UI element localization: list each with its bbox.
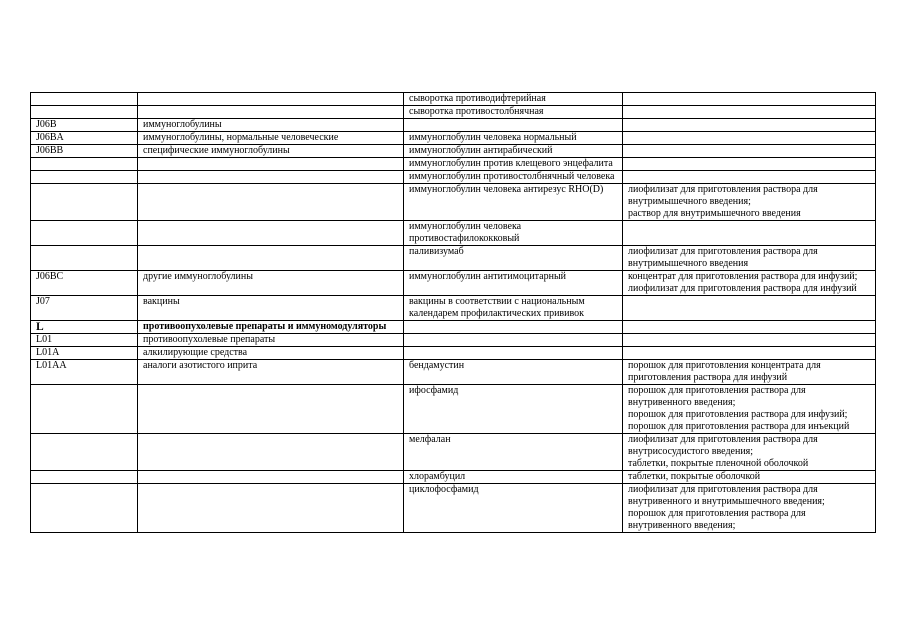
dosage-form-line: порошок для приготовления раствора для внутривенного введения; <box>628 508 806 531</box>
dosage-form-cell <box>623 246 876 271</box>
anatomical-group-cell <box>138 171 404 184</box>
drug-name-cell: паливизумаб <box>404 246 623 271</box>
atc-code-cell: J07 <box>31 296 138 321</box>
anatomical-group-cell <box>138 434 404 471</box>
table-body <box>31 93 876 533</box>
drug-name-cell <box>404 119 623 132</box>
dosage-form-line: порошок для приготовления раствора для инъекций <box>628 421 850 432</box>
drug-name-cell: иммуноглобулин антитимоцитарный <box>404 271 623 296</box>
atc-code-cell <box>31 471 138 484</box>
dosage-form-line: раствор для внутримышечного введения <box>628 208 801 219</box>
dosage-form-line: лиофилизат для приготовления раствора для внутривенного и внутримышечного введения; <box>628 484 825 507</box>
drug-name-cell: иммуноглобулин антирабический <box>404 145 623 158</box>
dosage-form-line: лиофилизат для приготовления раствора для инфузий <box>628 283 857 294</box>
atc-code-cell <box>31 158 138 171</box>
table-row <box>31 132 876 145</box>
table-row <box>31 271 876 296</box>
dosage-form-line: лиофилизат для приготовления раствора для внутрисосудистого введения; <box>628 434 818 457</box>
dosage-form-line: порошок для приготовления концентрата для приготовления раствора для инфузий <box>628 360 821 383</box>
anatomical-group-cell: противоопухолевые препараты <box>138 334 404 347</box>
dosage-form-cell <box>623 385 876 434</box>
drug-name-cell: циклофосфамид <box>404 484 623 533</box>
drug-name-cell: сыворотка противостолбнячная <box>404 106 623 119</box>
dosage-form-line: концентрат для приготовления раствора для инфузий; <box>628 271 858 282</box>
table-row <box>31 119 876 132</box>
drug-name-cell: иммуноглобулин противостолбнячный человека <box>404 171 623 184</box>
dosage-form-cell <box>623 434 876 471</box>
atc-code-cell <box>31 385 138 434</box>
atc-code-cell: L <box>31 321 138 334</box>
dosage-form-cell <box>623 145 876 158</box>
atc-code-cell: L01 <box>31 334 138 347</box>
atc-code-cell <box>31 246 138 271</box>
drug-name-cell: иммуноглобулин человека нормальный <box>404 132 623 145</box>
dosage-form-cell <box>623 471 876 484</box>
dosage-form-cell <box>623 360 876 385</box>
table-row <box>31 184 876 221</box>
anatomical-group-cell <box>138 246 404 271</box>
dosage-form-cell <box>623 132 876 145</box>
dosage-form-cell <box>623 221 876 246</box>
anatomical-group-cell: алкилирующие средства <box>138 347 404 360</box>
drug-name-cell: бендамустин <box>404 360 623 385</box>
anatomical-group-cell: специфические иммуноглобулины <box>138 145 404 158</box>
anatomical-group-cell <box>138 106 404 119</box>
dosage-form-cell <box>623 296 876 321</box>
anatomical-group-cell: вакцины <box>138 296 404 321</box>
table-row <box>31 484 876 533</box>
drug-name-cell: ифосфамид <box>404 385 623 434</box>
table-row <box>31 221 876 246</box>
drug-name-cell <box>404 347 623 360</box>
table-row <box>31 296 876 321</box>
dosage-form-cell <box>623 321 876 334</box>
anatomical-group-cell: противоопухолевые препараты и иммуномодуляторы <box>138 321 404 334</box>
table-row <box>31 385 876 434</box>
atc-code-cell <box>31 434 138 471</box>
atc-code-cell <box>31 184 138 221</box>
table-row <box>31 93 876 106</box>
dosage-form-cell <box>623 158 876 171</box>
drug-name-cell: сыворотка противодифтерийная <box>404 93 623 106</box>
atc-code-cell: J06B <box>31 119 138 132</box>
atc-code-cell: J06BA <box>31 132 138 145</box>
table-row <box>31 106 876 119</box>
table-row <box>31 334 876 347</box>
drug-name-cell: хлорамбуцил <box>404 471 623 484</box>
drug-name-cell <box>404 321 623 334</box>
drug-name-cell: мелфалан <box>404 434 623 471</box>
dosage-form-line: порошок для приготовления раствора для внутривенного введения; <box>628 385 806 408</box>
table-row <box>31 321 876 334</box>
table-row <box>31 434 876 471</box>
dosage-form-line: лиофилизат для приготовления раствора для внутримышечного введения <box>628 246 818 269</box>
dosage-form-cell <box>623 484 876 533</box>
anatomical-group-cell <box>138 385 404 434</box>
table-row <box>31 158 876 171</box>
dosage-form-line: таблетки, покрытые оболочкой <box>628 471 761 482</box>
table-row <box>31 471 876 484</box>
atc-code-cell <box>31 93 138 106</box>
drug-name-cell <box>404 334 623 347</box>
anatomical-group-cell <box>138 221 404 246</box>
atc-code-cell: J06BB <box>31 145 138 158</box>
table-row <box>31 347 876 360</box>
anatomical-group-cell: иммуноглобулины <box>138 119 404 132</box>
table-row <box>31 246 876 271</box>
dosage-form-cell <box>623 347 876 360</box>
atc-code-cell: L01A <box>31 347 138 360</box>
anatomical-group-cell: иммуноглобулины, нормальные человеческие <box>138 132 404 145</box>
anatomical-group-cell: аналоги азотистого иприта <box>138 360 404 385</box>
dosage-form-line: лиофилизат для приготовления раствора для внутримышечного введения; <box>628 184 818 207</box>
dosage-form-cell <box>623 171 876 184</box>
table-row <box>31 360 876 385</box>
anatomical-group-cell <box>138 471 404 484</box>
anatomical-group-cell <box>138 93 404 106</box>
dosage-form-cell <box>623 334 876 347</box>
anatomical-group-cell <box>138 158 404 171</box>
drug-name-cell: иммуноглобулин человека антирезус RHO(D) <box>404 184 623 221</box>
dosage-form-cell <box>623 271 876 296</box>
dosage-form-line: таблетки, покрытые пленочной оболочкой <box>628 458 809 469</box>
atc-code-cell <box>31 106 138 119</box>
dosage-form-cell <box>623 106 876 119</box>
atc-code-cell <box>31 171 138 184</box>
dosage-form-cell <box>623 184 876 221</box>
table-row <box>31 145 876 158</box>
drug-name-cell: иммуноглобулин против клещевого энцефалита <box>404 158 623 171</box>
anatomical-group-cell <box>138 484 404 533</box>
atc-code-cell <box>31 221 138 246</box>
atc-code-cell <box>31 484 138 533</box>
drug-table <box>30 92 876 533</box>
dosage-form-cell <box>623 93 876 106</box>
dosage-form-line: порошок для приготовления раствора для инфузий; <box>628 409 848 420</box>
atc-code-cell: J06BC <box>31 271 138 296</box>
drug-name-cell: иммуноглобулин человека противостафилококковый <box>404 221 623 246</box>
drug-name-cell: вакцины в соответствии с национальным календарем профилактических прививок <box>404 296 623 321</box>
atc-code-cell: L01AA <box>31 360 138 385</box>
anatomical-group-cell: другие иммуноглобулины <box>138 271 404 296</box>
dosage-form-cell <box>623 119 876 132</box>
table-row <box>31 171 876 184</box>
anatomical-group-cell <box>138 184 404 221</box>
